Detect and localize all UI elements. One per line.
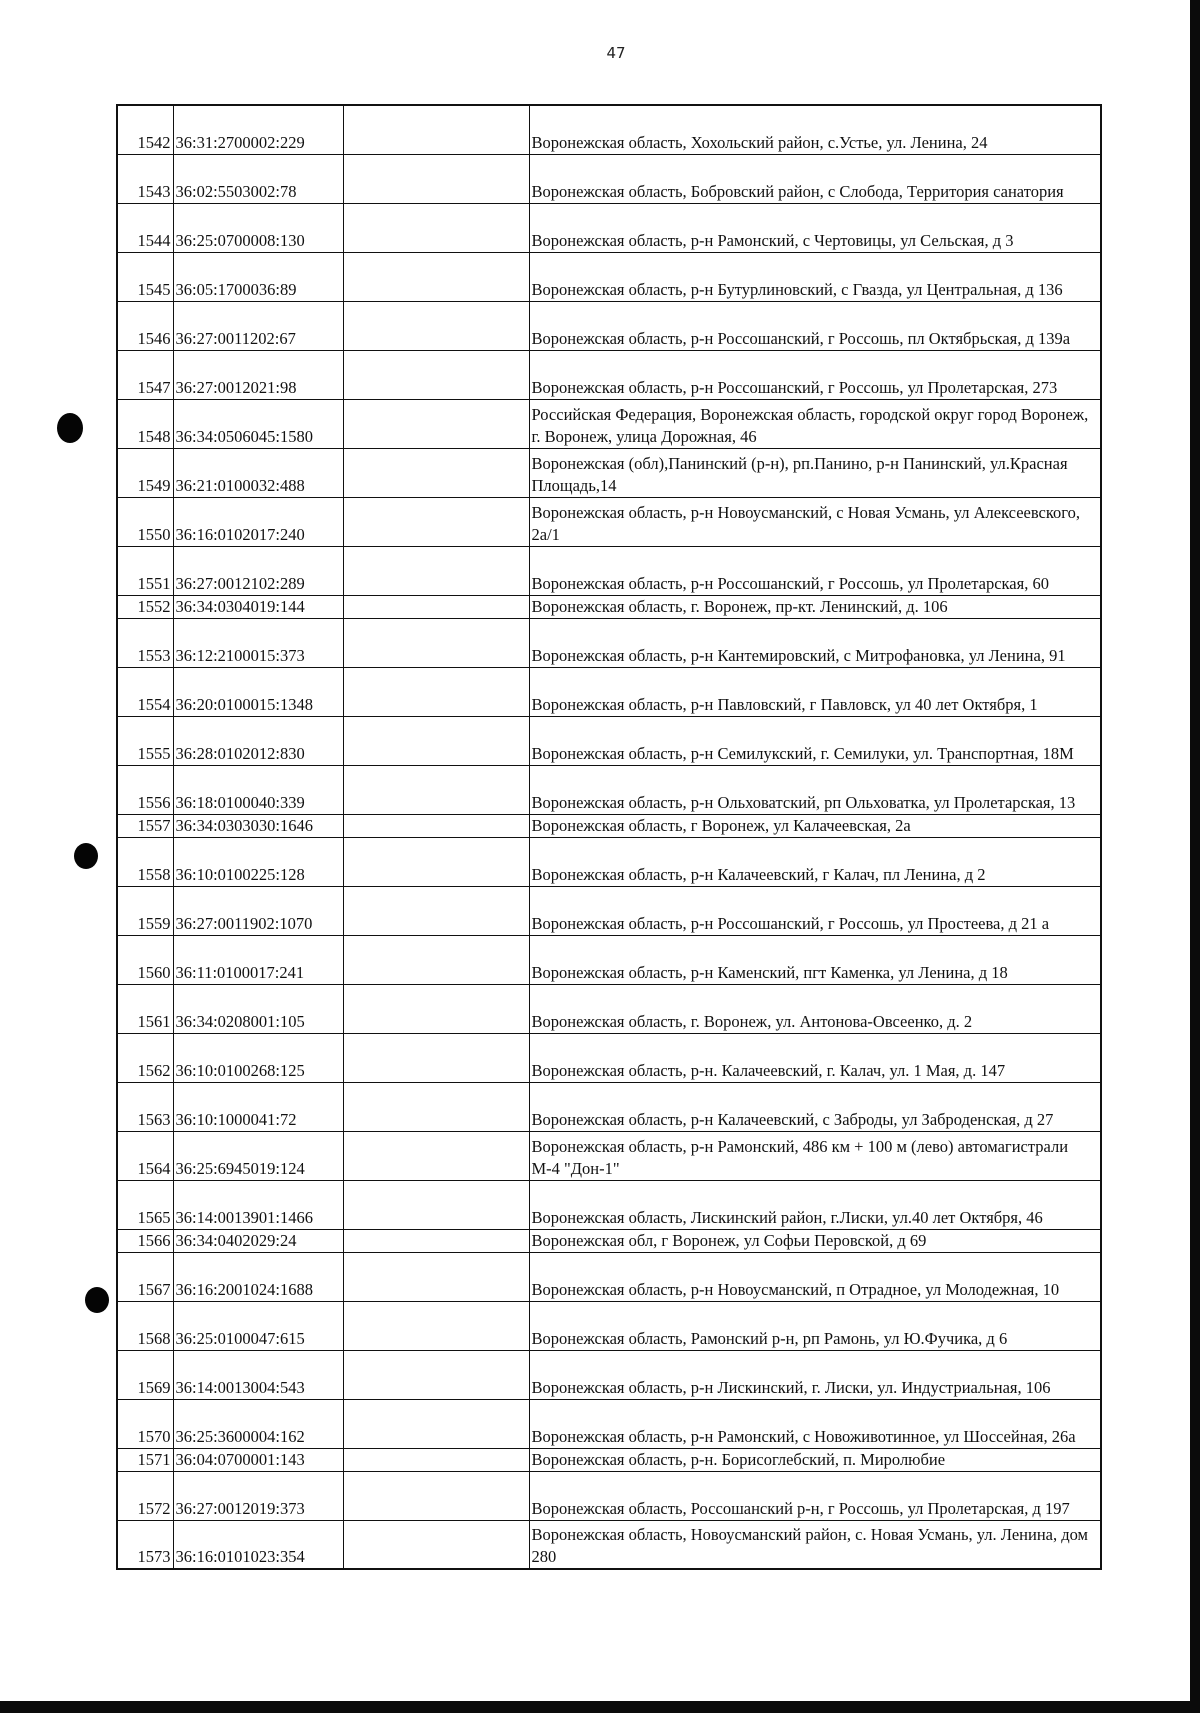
address: Воронежская область, р-н Рамонский, 486 км + 100 м (лево) автомагистрали М-4 "Дон-1" <box>529 1131 1101 1180</box>
empty-cell <box>343 203 529 252</box>
cadastral-number: 36:10:1000041:72 <box>173 1082 343 1131</box>
row-number: 1547 <box>117 350 173 399</box>
row-number: 1557 <box>117 814 173 837</box>
address: Воронежская область, р-н Россошанский, г Россошь, ул Простеева, д 21 а <box>529 886 1101 935</box>
table-row <box>117 984 1101 1033</box>
table-row <box>117 1301 1101 1350</box>
table-row <box>117 1180 1101 1229</box>
empty-cell <box>343 497 529 546</box>
empty-cell <box>343 1350 529 1399</box>
address: Воронежская область, р-н Семилукский, г. Семилуки, ул. Транспортная, 18М <box>529 716 1101 765</box>
row-number: 1549 <box>117 448 173 497</box>
scan-edge <box>1190 0 1200 1713</box>
address: Воронежская область, р-н. Борисоглебский, п. Миролюбие <box>529 1448 1101 1471</box>
table-row <box>117 350 1101 399</box>
cadastral-number: 36:16:0101023:354 <box>173 1520 343 1569</box>
row-number: 1559 <box>117 886 173 935</box>
address: Воронежская область, р-н Новоусманский, с Новая Усмань, ул Алексеевского, 2а/1 <box>529 497 1101 546</box>
row-number: 1563 <box>117 1082 173 1131</box>
cadastral-number: 36:34:0506045:1580 <box>173 399 343 448</box>
table-row <box>117 448 1101 497</box>
table-row <box>117 1082 1101 1131</box>
table-row <box>117 716 1101 765</box>
empty-cell <box>343 1448 529 1471</box>
table-row <box>117 546 1101 595</box>
cadastral-number: 36:34:0304019:144 <box>173 595 343 618</box>
empty-cell <box>343 765 529 814</box>
cadastral-number: 36:27:0011202:67 <box>173 301 343 350</box>
address: Воронежская область, р-н Рамонский, с Новоживотинное, ул Шоссейная, 26а <box>529 1399 1101 1448</box>
cadastral-number: 36:16:0102017:240 <box>173 497 343 546</box>
table-row <box>117 667 1101 716</box>
address: Российская Федерация, Воронежская область, городской округ город Воронеж, г. Воронеж, улица Дорожная, 46 <box>529 399 1101 448</box>
empty-cell <box>343 1399 529 1448</box>
cadastral-number: 36:34:0208001:105 <box>173 984 343 1033</box>
row-number: 1567 <box>117 1252 173 1301</box>
row-number: 1544 <box>117 203 173 252</box>
address: Воронежская область, р-н Новоусманский, п Отрадное, ул Молодежная, 10 <box>529 1252 1101 1301</box>
cadastral-number: 36:18:0100040:339 <box>173 765 343 814</box>
address: Воронежская область, Хохольский район, с.Устье, ул. Ленина, 24 <box>529 105 1101 154</box>
page-number: 47 <box>606 44 626 62</box>
row-number: 1552 <box>117 595 173 618</box>
empty-cell <box>343 935 529 984</box>
table-row <box>117 1520 1101 1569</box>
address: Воронежская область, р-н Кантемировский, с Митрофановка, ул Ленина, 91 <box>529 618 1101 667</box>
cadastral-number: 36:14:0013004:543 <box>173 1350 343 1399</box>
cadastral-number: 36:11:0100017:241 <box>173 935 343 984</box>
address: Воронежская область, р-н Лискинский, г. Лиски, ул. Индустриальная, 106 <box>529 1350 1101 1399</box>
cadastral-number: 36:10:0100225:128 <box>173 837 343 886</box>
empty-cell <box>343 1131 529 1180</box>
empty-cell <box>343 1520 529 1569</box>
empty-cell <box>343 301 529 350</box>
row-number: 1561 <box>117 984 173 1033</box>
empty-cell <box>343 716 529 765</box>
address: Воронежская область, р-н Ольховатский, рп Ольховатка, ул Пролетарская, 13 <box>529 765 1101 814</box>
row-number: 1571 <box>117 1448 173 1471</box>
cadastral-number: 36:34:0402029:24 <box>173 1229 343 1252</box>
cadastral-number: 36:27:0011902:1070 <box>173 886 343 935</box>
address: Воронежская обл, г Воронеж, ул Софьи Перовской, д 69 <box>529 1229 1101 1252</box>
table-row <box>117 595 1101 618</box>
table-row <box>117 497 1101 546</box>
row-number: 1562 <box>117 1033 173 1082</box>
table-row <box>117 1252 1101 1301</box>
table-row <box>117 1399 1101 1448</box>
address: Воронежская область, р-н. Калачеевский, г. Калач, ул. 1 Мая, д. 147 <box>529 1033 1101 1082</box>
address: Воронежская область, Бобровский район, с Слобода, Территория санатория <box>529 154 1101 203</box>
cadastral-number: 36:21:0100032:488 <box>173 448 343 497</box>
table-row <box>117 203 1101 252</box>
table-row <box>117 1448 1101 1471</box>
cadastral-number: 36:27:0012102:289 <box>173 546 343 595</box>
cadastral-number: 36:14:0013901:1466 <box>173 1180 343 1229</box>
row-number: 1550 <box>117 497 173 546</box>
table-row <box>117 814 1101 837</box>
address: Воронежская область, р-н Калачеевский, г Калач, пл Ленина, д 2 <box>529 837 1101 886</box>
cadastral-number: 36:12:2100015:373 <box>173 618 343 667</box>
row-number: 1558 <box>117 837 173 886</box>
empty-cell <box>343 1082 529 1131</box>
cadastral-number: 36:27:0012019:373 <box>173 1471 343 1520</box>
row-number: 1556 <box>117 765 173 814</box>
row-number: 1553 <box>117 618 173 667</box>
address: Воронежская область, р-н Россошанский, г Россошь, пл Октябрьская, д 139а <box>529 301 1101 350</box>
address: Воронежская область, г. Воронеж, ул. Антонова-Овсеенко, д. 2 <box>529 984 1101 1033</box>
empty-cell <box>343 667 529 716</box>
table-row <box>117 154 1101 203</box>
row-number: 1554 <box>117 667 173 716</box>
cadastral-number: 36:28:0102012:830 <box>173 716 343 765</box>
address: Воронежская область, г. Воронеж, пр-кт. Ленинский, д. 106 <box>529 595 1101 618</box>
row-number: 1542 <box>117 105 173 154</box>
table-row <box>117 301 1101 350</box>
empty-cell <box>343 886 529 935</box>
row-number: 1546 <box>117 301 173 350</box>
address: Воронежская область, р-н Калачеевский, с Заброды, ул Заброденская, д 27 <box>529 1082 1101 1131</box>
table-row <box>117 837 1101 886</box>
empty-cell <box>343 1471 529 1520</box>
row-number: 1551 <box>117 546 173 595</box>
cadastral-number: 36:10:0100268:125 <box>173 1033 343 1082</box>
empty-cell <box>343 1301 529 1350</box>
empty-cell <box>343 618 529 667</box>
table-row <box>117 399 1101 448</box>
row-number: 1560 <box>117 935 173 984</box>
row-number: 1566 <box>117 1229 173 1252</box>
row-number: 1570 <box>117 1399 173 1448</box>
punch-hole <box>74 843 98 869</box>
empty-cell <box>343 350 529 399</box>
empty-cell <box>343 448 529 497</box>
cadastral-number: 36:20:0100015:1348 <box>173 667 343 716</box>
address: Воронежская область, Новоусманский район, с. Новая Усмань, ул. Ленина, дом 280 <box>529 1520 1101 1569</box>
empty-cell <box>343 1033 529 1082</box>
table-row <box>117 1131 1101 1180</box>
cadastral-number: 36:05:1700036:89 <box>173 252 343 301</box>
row-number: 1573 <box>117 1520 173 1569</box>
row-number: 1543 <box>117 154 173 203</box>
scan-edge <box>0 1701 1200 1713</box>
row-number: 1545 <box>117 252 173 301</box>
cadastral-number: 36:31:2700002:229 <box>173 105 343 154</box>
address: Воронежская область, г Воронеж, ул Калачеевская, 2а <box>529 814 1101 837</box>
cadastral-table <box>116 104 1102 1570</box>
table-body <box>117 105 1101 1569</box>
empty-cell <box>343 252 529 301</box>
address: Воронежская область, р-н Россошанский, г Россошь, ул Пролетарская, 273 <box>529 350 1101 399</box>
empty-cell <box>343 105 529 154</box>
table-row <box>117 618 1101 667</box>
cadastral-number: 36:25:3600004:162 <box>173 1399 343 1448</box>
row-number: 1569 <box>117 1350 173 1399</box>
empty-cell <box>343 546 529 595</box>
row-number: 1555 <box>117 716 173 765</box>
table-row <box>117 252 1101 301</box>
table-row <box>117 1350 1101 1399</box>
empty-cell <box>343 1229 529 1252</box>
punch-hole <box>57 413 83 443</box>
row-number: 1572 <box>117 1471 173 1520</box>
table-row <box>117 935 1101 984</box>
table-row <box>117 1229 1101 1252</box>
row-number: 1568 <box>117 1301 173 1350</box>
address: Воронежская область, р-н Бутурлиновский, с Гвазда, ул Центральная, д 136 <box>529 252 1101 301</box>
table-row <box>117 1033 1101 1082</box>
empty-cell <box>343 1252 529 1301</box>
address: Воронежская область, Россошанский р-н, г Россошь, ул Пролетарская, д 197 <box>529 1471 1101 1520</box>
cadastral-number: 36:02:5503002:78 <box>173 154 343 203</box>
empty-cell <box>343 154 529 203</box>
cadastral-number: 36:25:0700008:130 <box>173 203 343 252</box>
address: Воронежская область, р-н Россошанский, г Россошь, ул Пролетарская, 60 <box>529 546 1101 595</box>
empty-cell <box>343 399 529 448</box>
address: Воронежская область, р-н Рамонский, с Чертовицы, ул Сельская, д 3 <box>529 203 1101 252</box>
cadastral-number: 36:25:6945019:124 <box>173 1131 343 1180</box>
address: Воронежская (обл),Панинский (р-н), рп.Панино, р-н Панинский, ул.Красная Площадь,14 <box>529 448 1101 497</box>
empty-cell <box>343 814 529 837</box>
address: Воронежская область, Рамонский р-н, рп Рамонь, ул Ю.Фучика, д 6 <box>529 1301 1101 1350</box>
table-row <box>117 765 1101 814</box>
empty-cell <box>343 1180 529 1229</box>
address: Воронежская область, Лискинский район, г.Лиски, ул.40 лет Октября, 46 <box>529 1180 1101 1229</box>
row-number: 1565 <box>117 1180 173 1229</box>
cadastral-number: 36:34:0303030:1646 <box>173 814 343 837</box>
row-number: 1548 <box>117 399 173 448</box>
table-row <box>117 886 1101 935</box>
cadastral-number: 36:27:0012021:98 <box>173 350 343 399</box>
punch-hole <box>85 1287 109 1313</box>
cadastral-number: 36:25:0100047:615 <box>173 1301 343 1350</box>
cadastral-number: 36:16:2001024:1688 <box>173 1252 343 1301</box>
empty-cell <box>343 595 529 618</box>
table-row <box>117 105 1101 154</box>
empty-cell <box>343 837 529 886</box>
empty-cell <box>343 984 529 1033</box>
cadastral-number: 36:04:0700001:143 <box>173 1448 343 1471</box>
row-number: 1564 <box>117 1131 173 1180</box>
address: Воронежская область, р-н Каменский, пгт Каменка, ул Ленина, д 18 <box>529 935 1101 984</box>
table-row <box>117 1471 1101 1520</box>
address: Воронежская область, р-н Павловский, г Павловск, ул 40 лет Октября, 1 <box>529 667 1101 716</box>
